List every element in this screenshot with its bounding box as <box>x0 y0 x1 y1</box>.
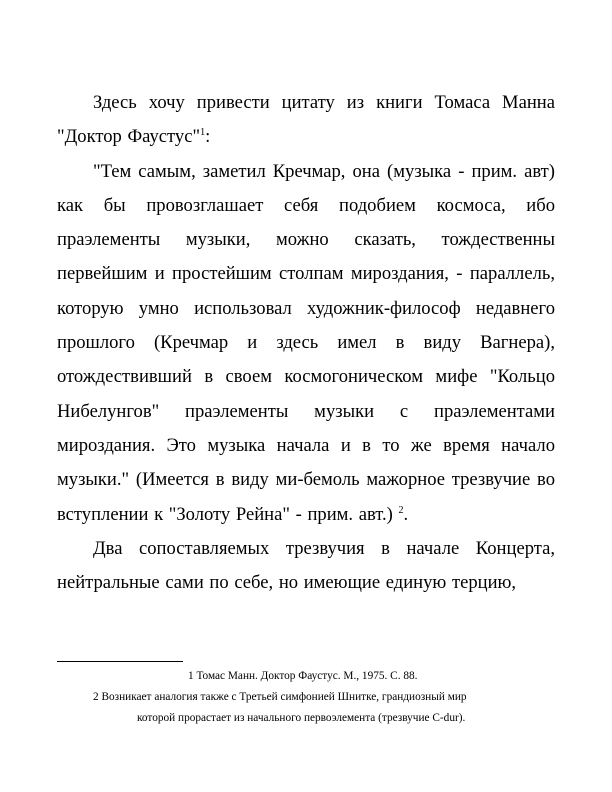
paragraph-concerto <box>57 532 555 601</box>
footnote-1: 1 Томас Манн. Доктор Фаустус. М., 1975. С. 88. <box>188 670 418 682</box>
paragraph-intro <box>57 86 555 155</box>
paragraph-quote <box>57 155 555 532</box>
footnote-ref-1[interactable]: 1 <box>200 127 206 139</box>
paragraph-intro-text: Здесь хочу привести цитату из книги Томаса Манна "Доктор Фаустус" <box>57 92 555 148</box>
paragraph-intro-tail: : <box>205 126 211 148</box>
paragraph-quote-text: "Тем самым, заметил Кречмар, она (музыка - прим. авт) как бы провозглашает себя подобием космоса, ибо праэлементы музыки, можно сказать, тождественны первейшим и простейшим столпам мироздания, - параллель, которую умно использовал художник-философ недавнего прошлого (Кречмар и здесь имел в виду Вагнера), отождествивший в своем космогоническом мифе "Кольцо Нибелунгов" праэлементы музыки с праэлементами мироздания. Это музыка начала и в то же время начало музыки." (Имеется в виду ми-бемоль мажорное трезвучие во вступлении к "Золоту Рейна" - прим. авт.) <box>57 160 555 525</box>
paragraph-concerto-text: Два сопоставляемых трезвучия в начале Концерта, нейтральные сами по себе, но имеющие единую терцию, <box>57 537 555 594</box>
document-body <box>57 86 555 600</box>
footnote-ref-2[interactable]: 2 <box>398 504 404 516</box>
footnote-2-line1: 2 Возникает аналогия также с Третьей симфонией Шнитке, грандиозный мир <box>93 691 467 703</box>
footnotes <box>57 661 555 729</box>
footnote-separator <box>57 661 183 662</box>
footnote-2-line2: которой прорастает из начального первоэлемента (трезвучие C-dur). <box>137 712 466 724</box>
footnote-2 <box>57 687 555 729</box>
paragraph-quote-tail: . <box>403 503 409 525</box>
